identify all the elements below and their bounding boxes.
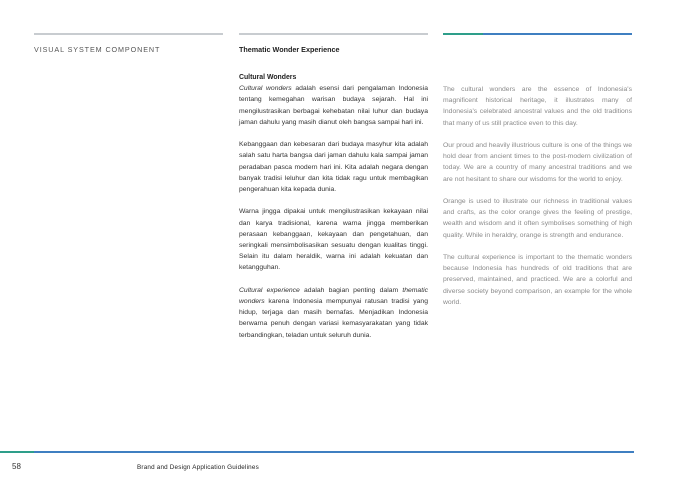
id-p4-term-2: thematic wonders (239, 286, 428, 306)
en-paragraph-1: The cultural wonders are the essence of Indonesia's magnificent historical heritage, it illustrates many of Indonesia's celebrated ancestral values and the old traditions that many of us still practice even to this day. (443, 86, 632, 127)
section-label: VISUAL SYSTEM COMPONENT (34, 45, 161, 54)
subsection-title: Thematic Wonder Experience (239, 45, 340, 54)
section-heading: Cultural Wonders (239, 74, 297, 81)
top-rule-right (443, 33, 632, 35)
bottom-rule (0, 451, 634, 453)
english-column (443, 84, 632, 319)
id-p4-text-1: adalah bagian penting dalam (299, 286, 403, 294)
top-rule-middle-gray (239, 33, 428, 35)
top-rule-right-blue (483, 33, 632, 35)
id-paragraph-3: Warna jingga dipakai untuk mengilustrasikan kekayaan nilai dan karya tradisional, karena warna jingga memberikan perasaan kebanggaan, kekayaan dan pengetahuan, dan seringkali mensimbolisasikan sesuatu dengan kualitas tinggi. Selain itu dalam heraldik, warna ini adalah kekuatan dan ketangguhan. (239, 208, 428, 272)
top-rule-left-gray (34, 33, 223, 35)
id-p1-text: adalah esensi dari pengalaman Indonesia tentang kemegahan warisan budaya sejarah. Hal ini mengilustrasikan berbagai kehebatan nilai luhur dan budaya jaman dahulu yang masih dianut oleh bangsa sampai hari ini. (239, 85, 428, 126)
en-paragraph-3: Orange is used to illustrate our richness in traditional values and crafts, as the color orange gives the feeling of prestige, wealth and wisdom and it often symbolises something of high quality. While in heraldry, orange is strength and endurance. (443, 198, 632, 239)
id-paragraph-2: Kebanggaan dan kebesaran dari budaya masyhur kita adalah salah satu harta bangsa dari jaman dahulu kala sampai jaman peradaban pasca modern hari ini. Kita adalah negara dengan banyak tradisi leluhur dan kita tidak ragu untuk membagikan pengerahuan kita kepada dunia. (239, 141, 428, 194)
page-number: 58 (12, 462, 21, 471)
en-paragraph-4: The cultural experience is important to the thematic wonders because Indonesia has hundreds of old traditions that are preserved, maintained, and practiced. We are a colorful and diverse society beyond comparison, an example for the whole world. (443, 254, 632, 306)
bottom-rule-green (0, 451, 34, 453)
id-paragraph-4 (239, 285, 428, 341)
bottom-rule-blue (34, 451, 634, 453)
top-rule-middle (239, 33, 428, 35)
id-p1-term: Cultural wonders (239, 85, 292, 93)
indonesian-column (239, 72, 428, 352)
footer-guideline-title: Brand and Design Application Guidelines (137, 464, 259, 471)
id-p4-term-1: Cultural experience (239, 286, 300, 294)
id-p4-text-2: karena Indonesia mempunyai ratusan tradisi yang hidup, terjaga dan masih bernafas. Menjadikan Indonesia berwarna penuh dengan variasi kemasyarakatan yang tidak terbandingkan, teladan untuk seluruh dunia. (239, 298, 428, 339)
en-paragraph-2: Our proud and heavily illustrious culture is one of the things we hold dear from ancient times to the post-modern civilization of today. We are a country of many ancestral traditions and we are not hesitant to share our wisdoms for the world to enjoy. (443, 142, 632, 183)
top-rule-right-green (443, 33, 483, 35)
top-rule-left (34, 33, 223, 35)
id-paragraph-1 (239, 83, 428, 128)
